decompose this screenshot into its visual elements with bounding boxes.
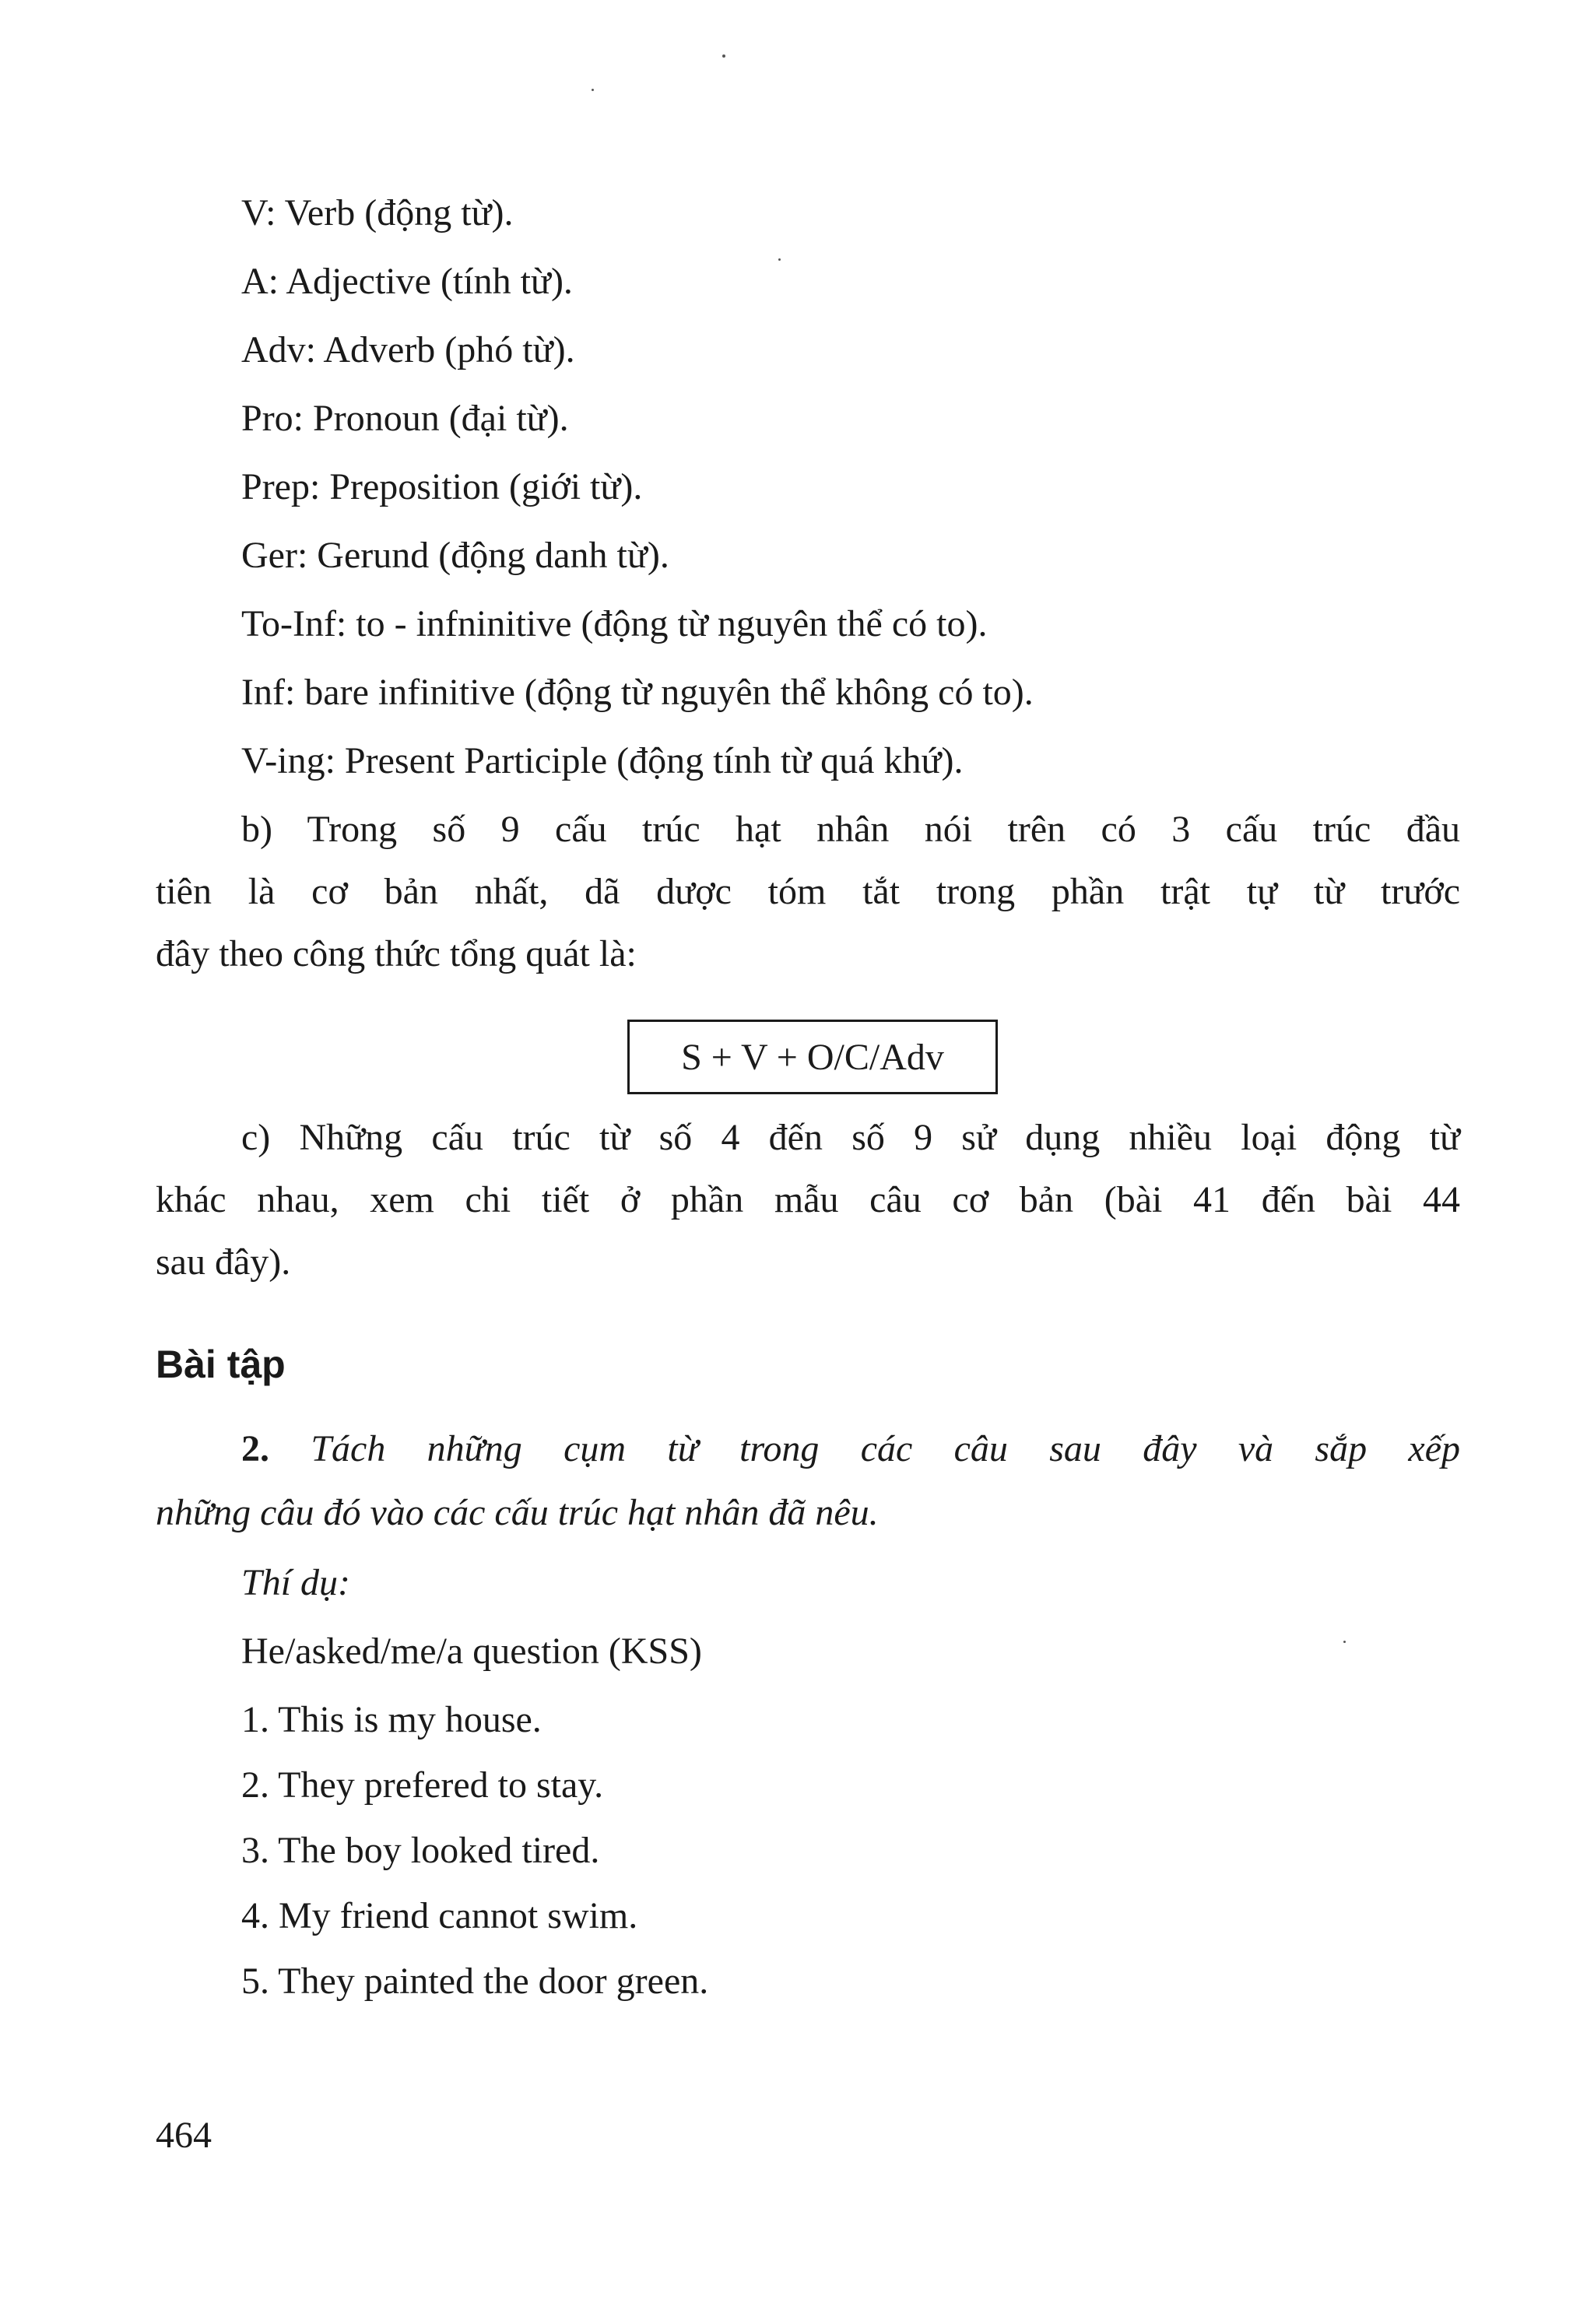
definition-pronoun: Pro: Pronoun (đại từ). bbox=[241, 398, 569, 439]
sentence-1: 1. This is my house. bbox=[241, 1699, 542, 1740]
example-label: Thí dụ: bbox=[241, 1562, 351, 1603]
sentence-5: 5. They painted the door green. bbox=[241, 1961, 709, 2002]
sentence-2: 2. They prefered to stay. bbox=[241, 1764, 604, 1806]
exercise-heading: Bài tập bbox=[156, 1343, 286, 1386]
scan-speck bbox=[1343, 1641, 1346, 1643]
task-line-1 bbox=[241, 1428, 1461, 1469]
paragraph-c-line-2: khác nhau, xem chi tiết ở phần mẫu câu cơ bản (bài 41 đến bài 44 bbox=[156, 1179, 1460, 1220]
page-number: 464 bbox=[156, 2115, 212, 2156]
formula-text: S + V + O/C/Adv bbox=[681, 1036, 944, 1078]
scan-speck bbox=[592, 89, 594, 91]
paragraph-c-line-1: c) Những cấu trúc từ số 4 đến số 9 sử dụng nhiều loại động từ bbox=[241, 1117, 1460, 1158]
definition-gerund: Ger: Gerund (động danh từ). bbox=[241, 535, 669, 576]
scan-speck bbox=[722, 54, 725, 58]
paragraph-b-line-2: tiên là cơ bản nhất, dã dược tóm tắt trong phần trật tự từ trước bbox=[156, 871, 1460, 912]
definition-verb: V: Verb (động từ). bbox=[241, 192, 514, 233]
definition-v-ing: V-ing: Present Participle (động tính từ quá khứ). bbox=[241, 740, 964, 781]
paragraph-b-line-1: b) Trong số 9 cấu trúc hạt nhân nói trên có 3 cấu trúc đầu bbox=[241, 809, 1460, 850]
definition-adjective: A: Adjective (tính từ). bbox=[241, 261, 573, 302]
formula-box bbox=[627, 1020, 998, 1094]
definition-preposition: Prep: Preposition (giới từ). bbox=[241, 466, 643, 507]
definition-to-infinitive: To-Inf: to - infninitive (động từ nguyên thể có to). bbox=[241, 603, 988, 644]
paragraph-c-line-3: sau đây). bbox=[156, 1241, 291, 1283]
definition-bare-infinitive: Inf: bare infinitive (động từ nguyên thể không có to). bbox=[241, 672, 1034, 713]
task-number: 2. bbox=[241, 1428, 269, 1469]
paragraph-b-line-3: đây theo công thức tổng quát là: bbox=[156, 933, 637, 974]
task-line-2: những câu đó vào các cấu trúc hạt nhân đã nêu. bbox=[156, 1492, 879, 1533]
scan-speck bbox=[778, 258, 781, 261]
example-sentence: He/asked/me/a question (KSS) bbox=[241, 1631, 702, 1672]
task-text-1: Tách những cụm từ trong các câu sau đây và sắp xếp bbox=[311, 1428, 1461, 1469]
sentence-3: 3. The boy looked tired. bbox=[241, 1830, 600, 1871]
definition-adverb: Adv: Adverb (phó từ). bbox=[241, 329, 575, 370]
sentence-4: 4. My friend cannot swim. bbox=[241, 1895, 638, 1936]
